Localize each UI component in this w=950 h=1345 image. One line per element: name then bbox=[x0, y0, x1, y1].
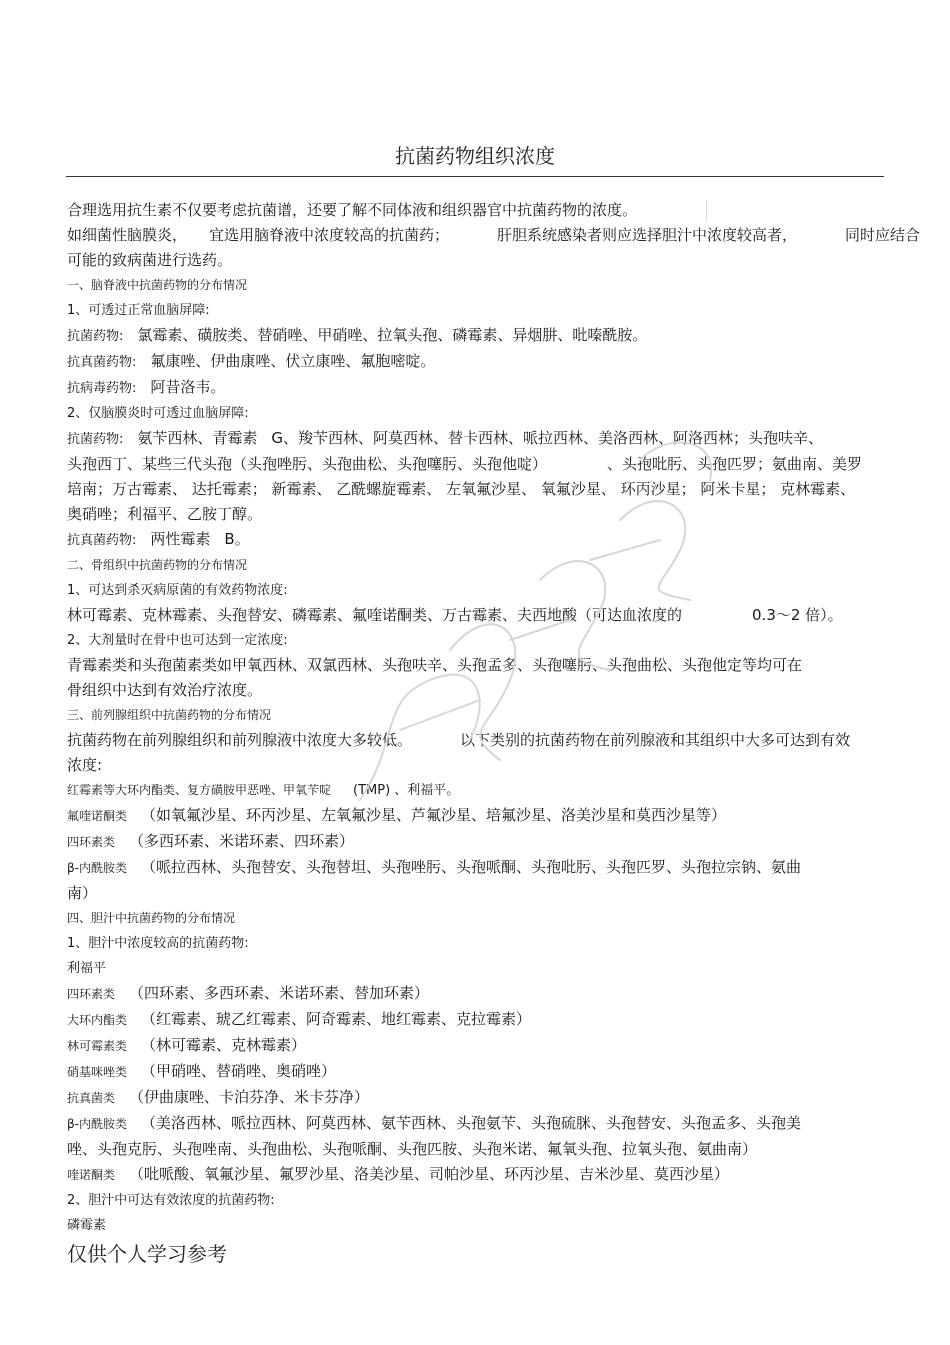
s3-line-2: 浓度: bbox=[67, 756, 103, 774]
title-divider bbox=[66, 176, 884, 177]
section-4-heading: 四、胆汁中抗菌药物的分布情况 bbox=[67, 911, 236, 925]
section-3-heading: 三、前列腺组织中抗菌药物的分布情况 bbox=[67, 708, 272, 722]
section-1-sub-2: 2、仅脑膜炎时可透过血脑屏障: bbox=[67, 406, 249, 421]
s4-rifampicin: 利福平 bbox=[67, 961, 107, 976]
s3-beta-lactams: β-内酰胺类 （哌拉西林、头孢替安、头孢替坦、头孢唑肟、头孢哌酮、头孢吡肟、头孢匹罗、头孢拉宗钠、氨曲 bbox=[67, 858, 802, 876]
intro-line-1: 合理选用抗生素不仅要考虑抗菌谱，还要了解不同体液和组织器官中抗菌药物的浓度。 bbox=[67, 201, 638, 219]
s3-line-1: 抗菌药物在前列腺组织和前列腺液中浓度大多较低。 以下类别的抗菌药物在前列腺液和其组织中大多可达到有效 bbox=[67, 731, 851, 749]
section-2-heading: 二、骨组织中抗菌药物的分布情况 bbox=[67, 558, 248, 572]
s4-beta-lactams: β-内酰胺类 （美洛西林、哌拉西林、阿莫西林、氨苄西林、头孢氨苄、头孢硫脒、头孢替安、头孢孟多、头孢美 bbox=[67, 1114, 802, 1132]
s3-tetracyclines: 四环素类 （多西环素、米诺环素、四环素） bbox=[67, 832, 355, 850]
s3-fluoroquinolones: 氟喹诺酮类 （如氧氟沙星、环丙沙星、左氧氟沙星、芦氟沙星、培氟沙星、洛美沙星和莫西沙星等） bbox=[67, 806, 727, 824]
s4-tetracyclines: 四环素类 （四环素、多西环素、米诺环素、替加环素） bbox=[67, 984, 430, 1002]
s4-macrolides: 大环内酯类 （红霉素、琥乙红霉素、阿奇霉素、地红霉素、克拉霉素） bbox=[67, 1010, 532, 1028]
s3-beta-lactams-cont: 南） bbox=[67, 884, 98, 902]
document-body bbox=[67, 198, 921, 1238]
section-4-sub-2: 2、胆汁中可达有效浓度的抗菌药物: bbox=[67, 1193, 275, 1208]
s1-antiviral: 抗病毒药物: 阿昔洛韦。 bbox=[67, 378, 226, 396]
s1-meningitis-line-2: 头孢西丁、某些三代头孢（头孢唑肟、头孢曲松、头孢噻肟、头孢他啶） 、头孢吡肟、头孢匹罗；氨曲南、美罗 bbox=[67, 455, 863, 473]
s4-antifungals: 抗真菌类 （伊曲康唑、卡泊芬净、米卡芬净） bbox=[67, 1088, 370, 1106]
s1-antifungal: 抗真菌药物: 氟康唑、伊曲康唑、伏立康唑、氟胞嘧啶。 bbox=[67, 352, 436, 370]
footer-note: 仅供个人学习参考 bbox=[67, 1242, 227, 1266]
s1-meningitis-line-1: 抗菌药物: 氨苄西林、青霉素 G、羧苄西林、阿莫西林、替卡西林、哌拉西林、美洛西林、阿洛西林；头孢呋辛、 bbox=[67, 429, 824, 447]
s4-lincosamides: 林可霉素类 （林可霉素、克林霉素） bbox=[67, 1036, 307, 1054]
section-2-sub-2: 2、大剂量时在骨中也可达到一定浓度: bbox=[67, 633, 288, 648]
section-1-sub-1: 1、可透过正常血脑屏障: bbox=[67, 303, 210, 318]
s4-beta-lactams-cont: 唑、头孢克肟、头孢唑南、头孢曲松、头孢哌酮、头孢匹胺、头孢米诺、氟氧头孢、拉氧头孢、氨曲南） bbox=[67, 1140, 758, 1158]
s1-antibacterial: 抗菌药物: 氯霉素、磺胺类、替硝唑、甲硝唑、拉氧头孢、磷霉素、异烟肼、吡嗪酰胺。 bbox=[67, 326, 648, 344]
s2-line-3: 骨组织中达到有效治疗浓度。 bbox=[67, 681, 263, 699]
s3-line-3: 红霉素等大环内酯类、复方磺胺甲恶唑、甲氧苄啶 (TMP) 、利福平。 bbox=[67, 783, 460, 798]
s4-quinolones: 喹诺酮类 （吡哌酸、氧氟沙星、氟罗沙星、洛美沙星、司帕沙星、环丙沙星、吉米沙星、莫西沙星） bbox=[67, 1165, 730, 1183]
section-1-heading: 一、脑脊液中抗菌药物的分布情况 bbox=[67, 278, 248, 292]
s4-fosfomycin: 磷霉素 bbox=[67, 1218, 107, 1233]
s1-meningitis-line-4: 奥硝唑；利福平、乙胺丁醇。 bbox=[67, 505, 263, 523]
section-2-sub-1: 1、可达到杀灭病原菌的有效药物浓度: bbox=[67, 583, 288, 598]
intro-line-3: 可能的致病菌进行选药。 bbox=[67, 251, 233, 269]
s1-meningitis-line-3: 培南；万古霉素、 达托霉素； 新霉素、 乙酰螺旋霉素、 左氧氟沙星、 氧氟沙星、 环丙沙星； 阿米卡星； 克林霉素、 bbox=[67, 480, 856, 498]
page-title: 抗菌药物组织浓度 bbox=[395, 144, 555, 168]
s2-line-2: 青霉素类和头孢菌素类如甲氧西林、双氯西林、头孢呋辛、头孢孟多、头孢噻肟、头孢曲松、头孢他定等均可在 bbox=[67, 656, 803, 674]
s2-line-1: 林可霉素、克林霉素、头孢替安、磷霉素、氟喹诺酮类、万古霉素、夫西地酸（可达血浓度的 0.3～2 倍）。 bbox=[67, 606, 843, 624]
section-4-sub-1: 1、胆汁中浓度较高的抗菌药物: bbox=[67, 936, 249, 951]
s4-nitroimidazoles: 硝基咪唑类 （甲硝唑、替硝唑、奥硝唑） bbox=[67, 1062, 337, 1080]
s1-meningitis-antifungal: 抗真菌药物: 两性霉素 B。 bbox=[67, 530, 250, 548]
intro-line-2: 如细菌性脑膜炎， 宜选用脑脊液中浓度较高的抗菌药； 肝胆系统感染者则应选择胆汁中浓度较高者， 同时应结合 bbox=[67, 226, 921, 244]
